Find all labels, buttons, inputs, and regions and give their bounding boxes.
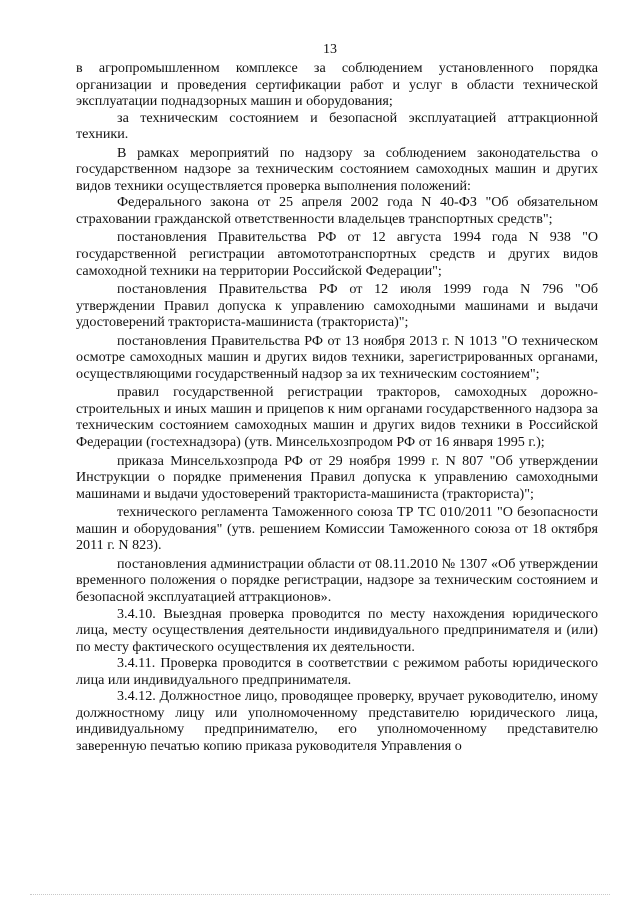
paragraph-14: 3.4.12. Должностное лицо, проводящее проверку, вручает руководителю, иному должностному лицу или уполномоченному представителю юридического лица, индивидуальному предпринимателю, его уполномоченному представителю заверенную печатью копию приказа руководителя Управления о <box>76 688 598 754</box>
paragraph-1: в агропромышленном комплексе за соблюдением установленного порядка организации и проведения сертификации работ и услуг в области технической эксплуатации поднадзорных машин и оборудования; <box>76 60 598 110</box>
paragraph-4: Федерального закона от 25 апреля 2002 года N 40-ФЗ "Об обязательном страховании гражданской ответственности владельцев транспортных средств"; <box>76 194 598 227</box>
paragraph-10: технического регламента Таможенного союза ТР ТС 010/2011 "О безопасности машин и оборудования" (утв. решением Комиссии Таможенного союза от 18 октября 2011 г. N 823). <box>76 504 598 554</box>
paragraph-3: В рамках мероприятий по надзору за соблюдением законодательства о государственном надзоре за техническим состоянием самоходных машин и других видов техники осуществляется проверка выполнения положений: <box>76 144 598 194</box>
paragraph-2: за техническим состоянием и безопасной эксплуатацией аттракционной техники. <box>76 109 598 143</box>
paragraph-7: постановления Правительства РФ от 13 ноября 2013 г. N 1013 "О техническом осмотре самоходных машин и других видов техники, зарегистрированных органами, осуществляющими государственный надзор за их техническим состоянием"; <box>76 332 598 382</box>
paragraph-5: постановления Правительства РФ от 12 августа 1994 года N 938 "О государственной регистрации автомототранспортных средств и других видов самоходной техники на территории Российской Федерации"; <box>76 229 598 279</box>
body-text <box>76 60 598 754</box>
paragraph-13: 3.4.11. Проверка проводится в соответствии с режимом работы юридического лица или индивидуального предпринимателя. <box>76 655 598 688</box>
page-number: 13 <box>323 42 337 57</box>
paragraph-9: приказа Минсельхозпрода РФ от 29 ноября 1999 г. N 807 "Об утверждении Инструкции о порядке применения Правил допуска к управлению самоходными машинами и выдачи удостоверений тракториста-машиниста (тракториста)"; <box>76 452 598 502</box>
paragraph-6: постановления Правительства РФ от 12 июля 1999 года N 796 "Об утверждении Правил допуска к управлению самоходными машинами и выдачи удостоверений тракториста-машиниста (тракториста)"; <box>76 281 598 331</box>
scan-edge-marks <box>30 894 610 897</box>
paragraph-8: правил государственной регистрации тракторов, самоходных дорожно-строительных и иных машин и прицепов к ним органами государственного надзора за техническим состоянием самоходных машин и других видов техники в Российской Федерации (гостехнадзора) (утв. Минсельхозпродом РФ от 16 января 1995 г.); <box>76 384 598 451</box>
paragraph-12: 3.4.10. Выездная проверка проводится по месту нахождения юридического лица, месту осуществления деятельности индивидуального предпринимателя и (или) по месту фактического осуществления их деятельности. <box>76 605 598 655</box>
paragraph-11: постановления администрации области от 08.11.2010 № 1307 «Об утверждении временного положения о порядке регистрации, надзоре за техническим состоянием и безопасной эксплуатацией аттракционов». <box>76 555 598 605</box>
